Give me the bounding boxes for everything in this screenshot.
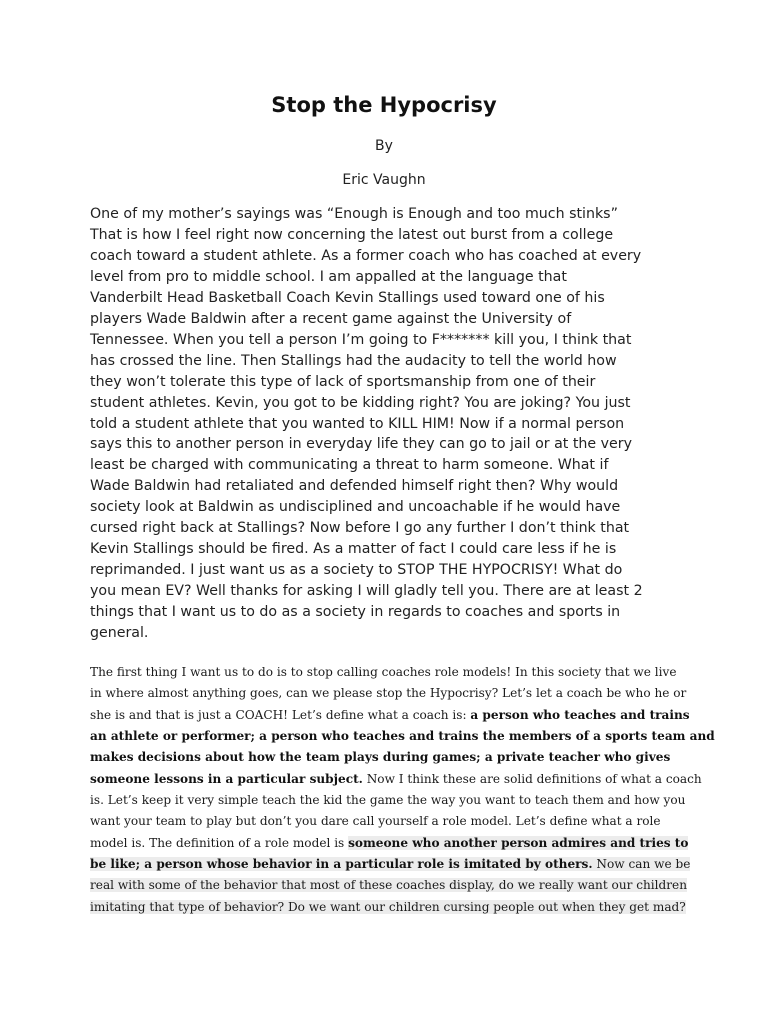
line-text: Now I think these are solid definitions of what a coach	[362, 771, 702, 786]
paragraph-line	[90, 747, 690, 768]
paragraph-line: Vanderbilt Head Basketball Coach Kevin Stallings used toward one of his	[90, 289, 605, 306]
paragraph-line: That is how I feel right now concerning the latest out burst from a college	[90, 226, 614, 243]
paragraph-line: has crossed the line. Then Stallings had the audacity to tell the world how	[90, 352, 617, 369]
line-text: Now can we be	[592, 857, 691, 872]
paragraph-line	[90, 705, 690, 726]
paragraph-line: reprimanded. I just want us as a society to STOP THE HYPOCRISY! What do	[90, 562, 623, 579]
paragraph-line	[90, 811, 690, 832]
line-text: is. Let’s keep it very simple teach the kid the game the way you want to teach them and how you	[90, 793, 686, 808]
paragraph-line: players Wade Baldwin after a recent game against the University of	[90, 310, 572, 327]
paragraph-line: they won’t tolerate this type of lack of sportsmanship from one of their	[90, 373, 596, 390]
coach-definition-bold: a person who teaches and trains	[470, 707, 690, 722]
paragraph-line: Tennessee. When you tell a person I’m going to F******* kill you, I think that	[90, 331, 632, 348]
paragraph-line: level from pro to middle school. I am appalled at the language that	[90, 268, 567, 285]
paragraph-line: student athletes. Kevin, you got to be kidding right? You are joking? You just	[90, 394, 631, 411]
coach-definition-bold: someone lessons in a particular subject.	[90, 771, 363, 786]
line-text: imitating that type of behavior? Do we want our children cursing people out when they get mad?	[90, 899, 686, 914]
paragraph-line	[90, 726, 715, 747]
role-model-paragraph	[90, 662, 715, 918]
role-model-definition-bold: be like; a person whose behavior in a particular role is imitated by others.	[90, 857, 593, 872]
coach-definition-bold: an athlete or performer; a person who teaches and trains the members of a sports team and	[90, 729, 715, 744]
paragraph-line: general.	[90, 625, 149, 642]
paragraph-line: coach toward a student athlete. As a former coach who has coached at every	[90, 247, 642, 264]
paragraph-line: cursed right back at Stallings? Now before I go any further I don’t think that	[90, 520, 630, 537]
coach-definition-bold: makes decisions about how the team plays during games; a private teacher who gives	[90, 750, 671, 765]
paragraph-line: One of my mother’s sayings was “Enough is Enough and too much stinks”	[90, 206, 618, 222]
paragraph-line: least be charged with communicating a threat to harm someone. What if	[90, 457, 609, 474]
paragraph-line: Wade Baldwin had retaliated and defended himself right then? Why would	[90, 478, 619, 495]
paragraph-line	[90, 854, 690, 875]
paragraph-line	[90, 769, 702, 790]
paragraph-line: you mean EV? Well thanks for asking I will gladly tell you. There are at least 2	[90, 583, 643, 600]
line-text: The first thing I want us to do is to stop calling coaches role models! In this society that we live	[90, 665, 677, 679]
paragraph-line: society look at Baldwin as undisciplined and uncoachable if he would have	[90, 499, 621, 516]
paragraph-line	[90, 662, 690, 683]
paragraph-line: Kevin Stallings should be fired. As a matter of fact I could care less if he is	[90, 541, 617, 558]
line-text: model is. The definition of a role model is	[90, 835, 349, 850]
document-title: Stop the Hypocrisy	[271, 93, 497, 117]
intro-paragraph	[90, 204, 690, 644]
paragraph-line	[90, 790, 690, 811]
paragraph-line: things that I want us to do as a society in regards to coaches and sports in	[90, 604, 621, 621]
paragraph-line	[90, 683, 690, 704]
paragraph-line	[90, 875, 690, 896]
byline-by: By	[375, 138, 393, 154]
paragraph-line: says this to another person in everyday life they can go to jail or at the very	[90, 436, 633, 453]
line-text: in where almost anything goes, can we please stop the Hypocrisy? Let’s let a coach be who he or	[90, 686, 687, 701]
role-model-definition-bold: someone who another person admires and tries to	[348, 835, 689, 850]
paragraph-line: told a student athlete that you wanted to KILL HIM! Now if a normal person	[90, 415, 625, 432]
paragraph-line	[90, 897, 690, 918]
author-name: Eric Vaughn	[342, 172, 426, 188]
line-text: want your team to play but don’t you dare call yourself a role model. Let’s define what a role	[90, 814, 661, 829]
line-text: she is and that is just a COACH! Let’s define what a coach is:	[90, 707, 471, 722]
paragraph-line	[90, 833, 690, 854]
line-text: real with some of the behavior that most of these coaches display, do we really want our children	[90, 878, 688, 893]
